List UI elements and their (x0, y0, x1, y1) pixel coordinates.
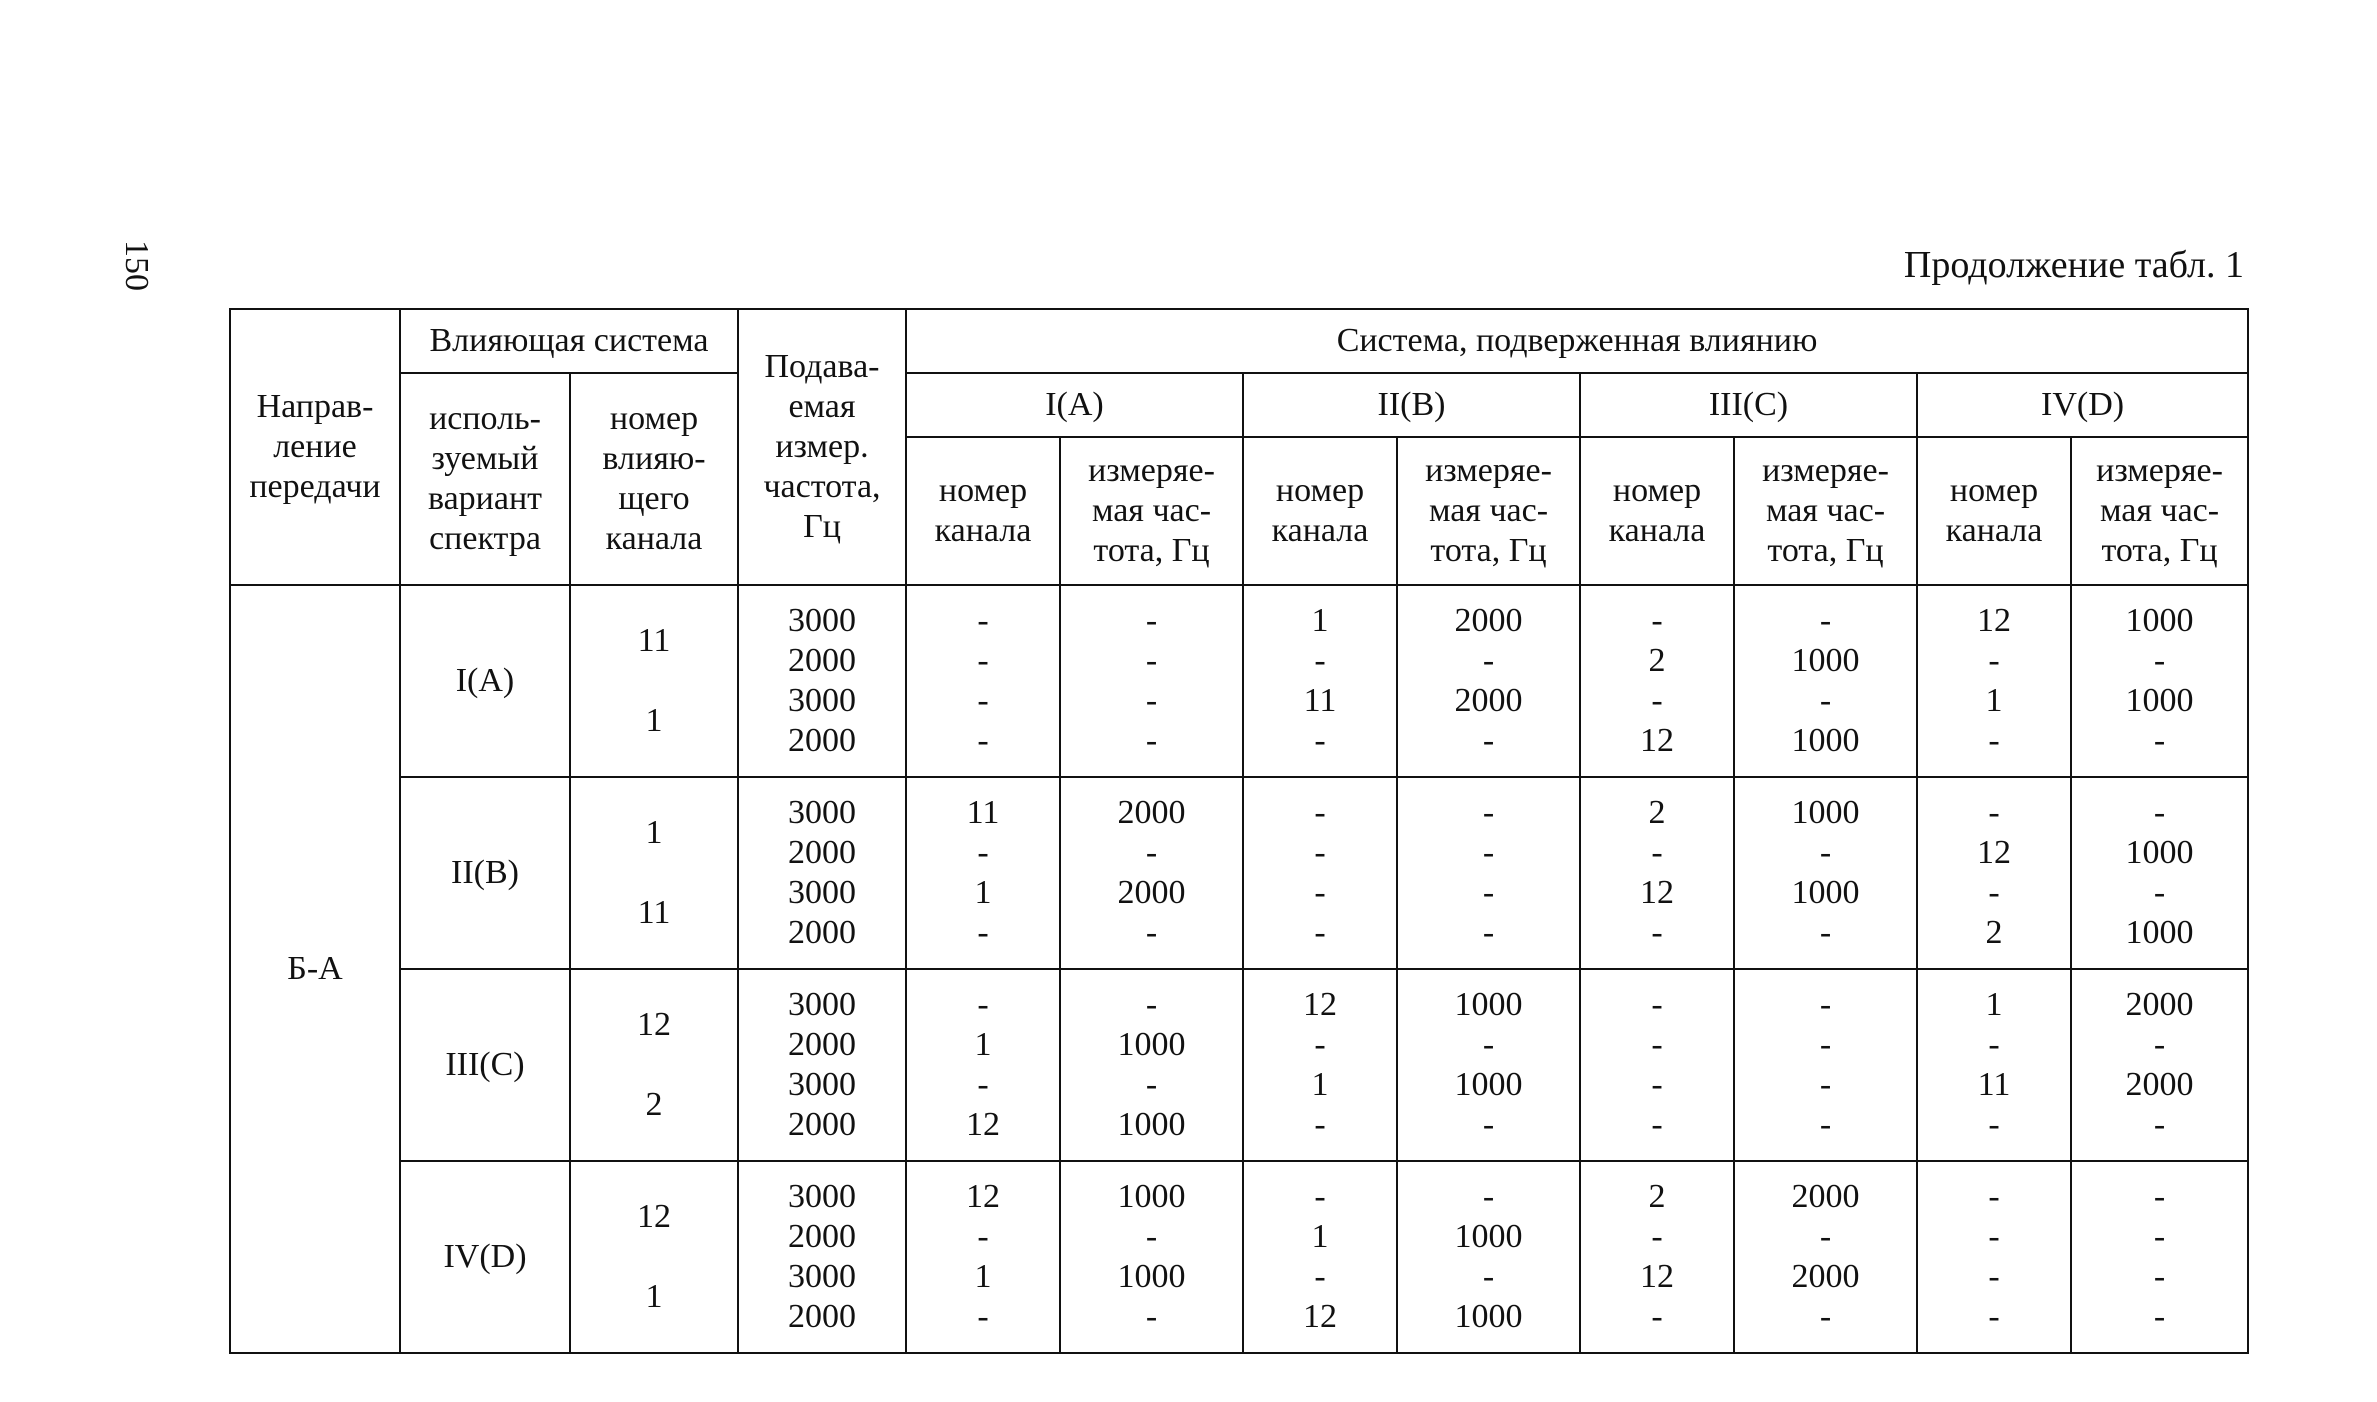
text-line: - (977, 722, 989, 759)
text-line: номер (609, 400, 699, 437)
text-line: - (1482, 1258, 1495, 1295)
text-line: - (1651, 986, 1663, 1023)
text-line: 12 (1640, 722, 1674, 759)
supplied-frequency-cell (738, 585, 906, 777)
text-line: - (977, 1218, 989, 1255)
text-line: 1000 (1454, 1066, 1523, 1103)
text-line: - (977, 1298, 989, 1335)
channel-value: 1 (645, 814, 663, 851)
supplied-frequency-cell (738, 1161, 906, 1353)
channel-number-cell (1580, 1161, 1734, 1353)
text-line: - (1314, 1258, 1326, 1295)
text-line: 11 (1977, 1066, 2011, 1103)
text-line: - (2153, 874, 2166, 911)
supplied-frequency-cell (738, 777, 906, 969)
measured-frequency-cell (1397, 585, 1580, 777)
direction-cell: Б-А (230, 585, 400, 1353)
header-influencing-channel (570, 373, 738, 585)
text-line: - (1651, 914, 1663, 951)
measured-frequency-cell (1397, 969, 1580, 1161)
header-influencing-system: Влияющая система (400, 309, 738, 373)
text-line: 1000 (1791, 874, 1860, 911)
text-line: канала (934, 512, 1032, 549)
text-line: - (1819, 1026, 1832, 1063)
text-line: 11 (966, 794, 1000, 831)
text-line: - (977, 602, 989, 639)
text-line: - (1819, 1298, 1832, 1335)
text-line: - (1145, 722, 1158, 759)
text-line: - (1314, 642, 1326, 679)
text-line: 1000 (1117, 1026, 1186, 1063)
header-affected-system: Система, подверженная влиянию (906, 309, 2248, 373)
text-line: 1000 (1117, 1178, 1186, 1215)
text-line: - (1819, 834, 1832, 871)
text-line: 1000 (2125, 682, 2194, 719)
text-line: номер (938, 472, 1028, 509)
text-line: - (2153, 1026, 2166, 1063)
header-channel-number (1580, 437, 1734, 585)
text-line: 2 (1648, 642, 1666, 679)
text-line: 1 (1311, 1218, 1329, 1255)
text-line: - (1482, 914, 1495, 951)
channel-number-cell (1580, 585, 1734, 777)
text-line: тота, Гц (1767, 532, 1884, 569)
text-line: - (1482, 874, 1495, 911)
text-line: - (2153, 722, 2166, 759)
text-line: - (1145, 986, 1158, 1023)
text-line: 1000 (1791, 722, 1860, 759)
text-line: 2000 (1454, 602, 1523, 639)
channel-value: 1 (645, 1278, 663, 1315)
text-line: измеряе- (1762, 452, 1889, 489)
header-measured-frequency (2071, 437, 2248, 585)
channel-number-cell (906, 585, 1060, 777)
text-line: 3000 (788, 1066, 856, 1103)
text-line: 1000 (1791, 642, 1860, 679)
measured-frequency-cell (1060, 585, 1243, 777)
text-line: - (1651, 834, 1663, 871)
text-line: Гц (803, 508, 841, 545)
influencing-channel-cell (570, 777, 738, 969)
text-line: 12 (1977, 602, 2011, 639)
channel-number-cell (1917, 585, 2071, 777)
text-line: 3000 (788, 874, 856, 911)
text-line: мая час- (1765, 492, 1886, 529)
text-line: - (1651, 682, 1663, 719)
measured-frequency-cell (2071, 777, 2248, 969)
text-line: номер (1949, 472, 2039, 509)
frequency-table (229, 308, 2249, 1354)
variant-cell: IV(D) (400, 1161, 570, 1353)
text-line: - (1314, 1178, 1326, 1215)
text-line: - (977, 834, 989, 871)
text-line: измеряе- (1088, 452, 1215, 489)
channel-number-cell (1243, 585, 1397, 777)
measured-frequency-cell (1734, 585, 1917, 777)
text-line: 12 (1640, 1258, 1674, 1295)
page-number: 150 (118, 240, 155, 291)
text-line: 12 (966, 1178, 1000, 1215)
text-line: 3000 (788, 1258, 856, 1295)
text-line: 2000 (1791, 1178, 1860, 1215)
text-line: - (1314, 1026, 1326, 1063)
measured-frequency-cell (2071, 969, 2248, 1161)
text-line: - (2153, 642, 2166, 679)
text-line: 2000 (788, 1026, 856, 1063)
channel-number-cell (1917, 969, 2071, 1161)
measured-frequency-cell (1060, 969, 1243, 1161)
text-line: мая час- (1428, 492, 1549, 529)
text-line: - (1651, 1218, 1663, 1255)
variant-cell: III(C) (400, 969, 570, 1161)
text-line: 2000 (788, 914, 856, 951)
text-line: - (1988, 642, 2000, 679)
text-line: канала (1945, 512, 2043, 549)
text-line: - (1651, 1298, 1663, 1335)
channel-number-cell (906, 969, 1060, 1161)
text-line: - (1988, 1258, 2000, 1295)
measured-frequency-cell (1060, 777, 1243, 969)
measured-frequency-cell (1397, 777, 1580, 969)
text-line: - (977, 642, 989, 679)
text-line: - (1145, 642, 1158, 679)
measured-frequency-cell (2071, 1161, 2248, 1353)
table-row (230, 777, 2248, 969)
text-line: 1 (1311, 602, 1329, 639)
text-line: - (1482, 1026, 1495, 1063)
text-line: 2000 (1791, 1258, 1860, 1295)
text-line: влияю- (602, 440, 706, 477)
text-line: - (1651, 1026, 1663, 1063)
text-line: - (1988, 1178, 2000, 1215)
text-line: 3000 (788, 1178, 856, 1215)
text-line: 2 (1648, 1178, 1666, 1215)
text-line: - (1819, 986, 1832, 1023)
text-line: 1 (974, 1026, 992, 1063)
text-line: - (1651, 602, 1663, 639)
channel-number-cell (1580, 969, 1734, 1161)
text-line: 2000 (788, 1298, 856, 1335)
measured-frequency-cell (1734, 777, 1917, 969)
text-line: 2 (1985, 914, 2003, 951)
text-line: 1000 (1117, 1106, 1186, 1143)
channel-number-cell (1243, 1161, 1397, 1353)
text-line: - (2153, 1298, 2166, 1335)
text-line: - (1819, 1218, 1832, 1255)
text-line: 3000 (788, 986, 856, 1023)
text-line: 2000 (788, 642, 856, 679)
text-line: 2000 (1454, 682, 1523, 719)
text-line: - (1988, 1218, 2000, 1255)
channel-number-cell (1580, 777, 1734, 969)
text-line: 2000 (788, 1106, 856, 1143)
text-line: канала (605, 520, 703, 557)
text-line: - (2153, 1106, 2166, 1143)
text-line: - (1145, 602, 1158, 639)
text-line: 2000 (788, 1218, 856, 1255)
text-line: 3000 (788, 682, 856, 719)
text-line: - (2153, 1218, 2166, 1255)
text-line: - (1988, 722, 2000, 759)
text-line: 3000 (788, 602, 856, 639)
influencing-channel-cell (570, 1161, 738, 1353)
text-line: Подава- (764, 348, 880, 385)
text-line: 1000 (1454, 1218, 1523, 1255)
text-line: мая час- (2099, 492, 2220, 529)
measured-frequency-cell (1397, 1161, 1580, 1353)
text-line: - (1819, 602, 1832, 639)
text-line: 11 (1303, 682, 1337, 719)
text-line: - (1988, 1106, 2000, 1143)
header-supplied-frequency (738, 309, 906, 585)
channel-number-cell (906, 777, 1060, 969)
table-continuation-title: Продолжение табл. 1 (1903, 244, 2244, 286)
text-line: 1000 (2125, 602, 2194, 639)
text-line: 2000 (2125, 1066, 2194, 1103)
channel-value: 1 (645, 702, 663, 739)
channel-number-cell (1917, 777, 2071, 969)
header-measured-frequency (1397, 437, 1580, 585)
measured-frequency-cell (1734, 969, 1917, 1161)
header-system-d: IV(D) (1917, 373, 2248, 437)
text-line: 2000 (2125, 986, 2194, 1023)
text-line: зуемый (431, 440, 539, 477)
channel-value: 2 (645, 1086, 663, 1123)
channel-value: 11 (637, 894, 671, 931)
text-line: 1000 (2125, 914, 2194, 951)
text-line: 1000 (1791, 794, 1860, 831)
text-line: 3000 (788, 794, 856, 831)
text-line: - (1819, 682, 1832, 719)
text-line: 2000 (1117, 874, 1186, 911)
text-line: - (1988, 1298, 2000, 1335)
text-line: - (2153, 1258, 2166, 1295)
text-line: - (1482, 794, 1495, 831)
text-line: 1000 (1454, 1298, 1523, 1335)
text-line: измер. (775, 428, 869, 465)
text-line: - (1314, 914, 1326, 951)
text-line: тота, Гц (2101, 532, 2218, 569)
text-line: - (1145, 1066, 1158, 1103)
header-direction (230, 309, 400, 585)
text-line: передачи (249, 468, 381, 505)
text-line: 1 (1311, 1066, 1329, 1103)
text-line: исполь- (429, 400, 541, 437)
text-line: 1 (1985, 682, 2003, 719)
text-line: - (977, 914, 989, 951)
text-line: 1000 (2125, 834, 2194, 871)
text-line: частота, (763, 468, 881, 505)
text-line: - (1314, 794, 1326, 831)
text-line: - (977, 682, 989, 719)
header-measured-frequency (1060, 437, 1243, 585)
text-line: - (1145, 1218, 1158, 1255)
text-line: емая (788, 388, 856, 425)
measured-frequency-cell (1734, 1161, 1917, 1353)
text-line: - (1482, 642, 1495, 679)
text-line: - (1314, 834, 1326, 871)
text-line: измеряе- (1425, 452, 1552, 489)
channel-number-cell (1243, 969, 1397, 1161)
table-row (230, 585, 2248, 777)
text-line: 1 (974, 1258, 992, 1295)
channel-value: 11 (637, 622, 671, 659)
text-line: 12 (1977, 834, 2011, 871)
text-line: - (977, 986, 989, 1023)
text-line: канала (1271, 512, 1369, 549)
text-line: - (1314, 874, 1326, 911)
text-line: - (1314, 722, 1326, 759)
text-line: - (1651, 1106, 1663, 1143)
text-line: - (1314, 1106, 1326, 1143)
text-line: - (1145, 834, 1158, 871)
text-line: щего (618, 480, 690, 517)
text-line: канала (1608, 512, 1706, 549)
influencing-channel-cell (570, 969, 738, 1161)
text-line: - (2153, 794, 2166, 831)
header-system-c: III(C) (1580, 373, 1917, 437)
channel-number-cell (1917, 1161, 2071, 1353)
header-system-a: I(A) (906, 373, 1243, 437)
text-line: номер (1612, 472, 1702, 509)
supplied-frequency-cell (738, 969, 906, 1161)
text-line: - (977, 1066, 989, 1103)
text-line: тота, Гц (1093, 532, 1210, 569)
header-channel-number (1243, 437, 1397, 585)
text-line: 1 (974, 874, 992, 911)
text-line: 12 (966, 1106, 1000, 1143)
text-line: - (1482, 1106, 1495, 1143)
text-line: 2000 (1117, 794, 1186, 831)
text-line: - (1145, 682, 1158, 719)
text-line: - (1988, 794, 2000, 831)
channel-number-cell (1243, 777, 1397, 969)
text-line: вариант (427, 480, 543, 517)
header-used-variant (400, 373, 570, 585)
text-line: 12 (1640, 874, 1674, 911)
text-line: - (1482, 1178, 1495, 1215)
variant-cell: II(B) (400, 777, 570, 969)
text-line: мая час- (1091, 492, 1212, 529)
text-line: 12 (1303, 1298, 1337, 1335)
text-line: измеряе- (2096, 452, 2223, 489)
text-line: 2 (1648, 794, 1666, 831)
text-line: - (1482, 722, 1495, 759)
text-line: 1000 (1454, 986, 1523, 1023)
text-line: - (1651, 1066, 1663, 1103)
text-line: 12 (1303, 986, 1337, 1023)
text-line: - (1145, 1298, 1158, 1335)
channel-value: 12 (637, 1198, 671, 1235)
text-line: - (1988, 1026, 2000, 1063)
text-line: - (1988, 874, 2000, 911)
header-channel-number (1917, 437, 2071, 585)
text-line: - (2153, 1178, 2166, 1215)
text-line: 2000 (788, 834, 856, 871)
text-line: спектра (429, 520, 541, 557)
text-line: Направ- (256, 388, 374, 425)
text-line: 1 (1985, 986, 2003, 1023)
table-row (230, 1161, 2248, 1353)
text-line: - (1819, 1106, 1832, 1143)
text-line: - (1819, 1066, 1832, 1103)
measured-frequency-cell (2071, 585, 2248, 777)
table-row (230, 969, 2248, 1161)
channel-value: 12 (637, 1006, 671, 1043)
text-line: тота, Гц (1430, 532, 1547, 569)
text-line: - (1145, 914, 1158, 951)
text-line: - (1819, 914, 1832, 951)
influencing-channel-cell (570, 585, 738, 777)
text-line: 1000 (1117, 1258, 1186, 1295)
channel-number-cell (906, 1161, 1060, 1353)
header-measured-frequency (1734, 437, 1917, 585)
header-system-b: II(B) (1243, 373, 1580, 437)
text-line: - (1482, 834, 1495, 871)
text-line: 2000 (788, 722, 856, 759)
variant-cell: I(A) (400, 585, 570, 777)
header-channel-number (906, 437, 1060, 585)
measured-frequency-cell (1060, 1161, 1243, 1353)
text-line: номер (1275, 472, 1365, 509)
text-line: ление (273, 428, 357, 465)
